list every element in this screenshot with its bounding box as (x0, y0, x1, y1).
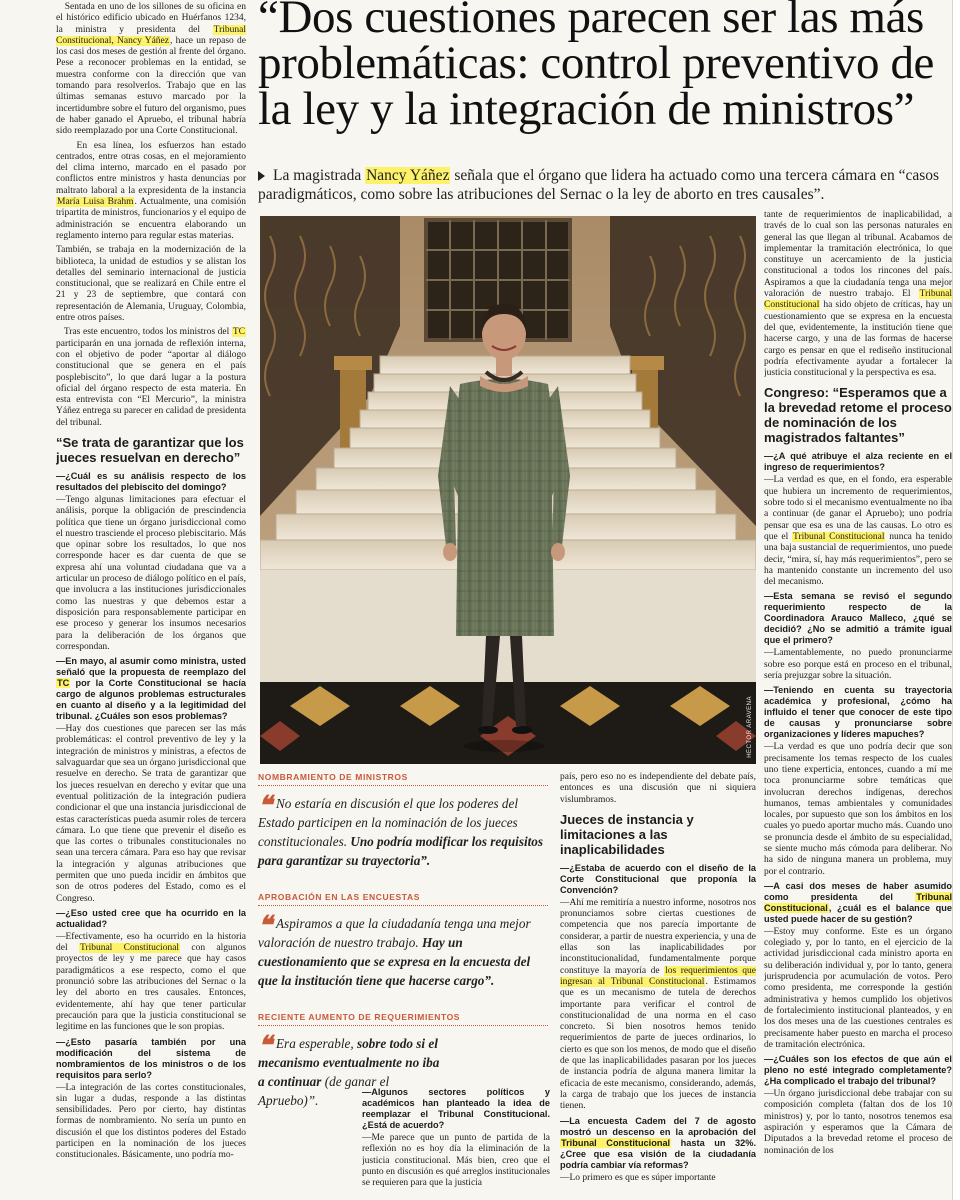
text: Aspiramos a que la ciudadanía tenga una mejor valoración de nuestro trabajo. (258, 916, 531, 950)
text: señala que el órgano que lidera ha actuado como una tercera cámara en “casos paradigmáticos, como sobre las atribuciones del Sernac o la ley de aborto en tres causales”. (258, 167, 940, 203)
interview-question: —¿Eso usted cree que ha ocurrido en la actualidad? (56, 907, 246, 929)
interview-answer (560, 898, 756, 1113)
highlight: Tribunal Constitucional (561, 1137, 671, 1148)
text: . Estimamos que es un mecanismo de tutela de derechos importante para verificar el control de constitucionalidad de una norma en el caso concreto. Si bien nosotros hemos tenido requerimientos de parte de jueces ordinarios, lo cierto es que son los menos, de modo que el diseño de que las inaplicabilidades pasaran por los jueces de instancia podría de alguna manera limitar la eficacia de este mecanismo, considerando, además, la carga de trabajo que los jueces de instancia tienen. (560, 976, 756, 1112)
highlight: Nancy Yáñez (366, 167, 450, 184)
pull-quote (258, 790, 548, 870)
interview-answer: —Tengo algunas limitaciones para efectuar el análisis, porque la obligación de prescindencia política que tiene un órgano jurisdiccional como el nuestro trasciende el proceso plebiscitario. Más que opinar sobre los resultados, lo que nos corresponde hacer es dar cuenta de que se expresa ahí una voluntad ciudadana que va a articular un proceso de diálogo político en el país, que involucra a las instituciones jurisdiccionales como las nuestras y que debemos estar a disposición para responsablemente participar en ese proceso y generar los insumos necesarios para la deliberación de los órganos que correspondan. (56, 494, 246, 652)
interview-question (56, 656, 246, 722)
section-subhead: Jueces de instancia y limitaciones a las inaplicabilidades (560, 811, 694, 857)
quote-label: NOMBRAMIENTO DE MINISTROS (258, 772, 548, 786)
highlight: los requerimientos que ingresan al Tribunal Constitucional (560, 965, 756, 987)
text-bold: sobre todo si el mecanismo eventualmente no iba a continuar (258, 1036, 440, 1089)
text: No estaría en discusión el que los poderes del Estado participen en la nominación de los jueces constitucionales. (258, 796, 518, 849)
interview-answer: —Un órgano jurisdiccional debe trabajar con su composición completa (faltan dos de los 10 ministros) y, por lo tanto, nosotros tenemos esa aspiración y esperamos que la Cámara de Diputados a la brevedad retome el proceso de nominación de los (764, 1089, 952, 1156)
pull-quotes (258, 772, 548, 1132)
highlight: TC (232, 327, 245, 338)
interview-answer: —Estoy muy conforme. Este es un órgano colegiado y, por lo tanto, en el ejercicio de la actividad jurisdiccional cada ministro aporta en su deliberación individual y, por lo tanto, genera jurisprudencia por acumulación de votos. Pero como presidenta, me corresponde la gestión administrativa y hemos cumplido los objetivos de fortalecimiento institucional planteados, y en los dos meses una de las cuestiones centrales es precisamente haber puesto en marcha el proceso de tramitación electrónica. (764, 926, 952, 1050)
text: Tras este encuentro, todos los ministros del (63, 327, 232, 338)
interview-answer: —Me parece que un punto de partida de la reflexión no es hoy día la eliminación de la justicia constitucional. Más bien, creo que el punto en discusión es qué arreglos institucionales se requieren para que la justicia (362, 1133, 550, 1189)
deck (258, 166, 948, 204)
quote-mark-icon: ❝ (258, 790, 272, 820)
interview-question: —¿Esto pasaría también por una modificación del sistema de nombramientos de los ministros o de los requisitos para serlo? (56, 1036, 246, 1080)
interview-question: —Teniendo en cuenta su trayectoria académica y profesional, ¿cómo ha influido el tener que conocer de este tipo de causas y pronunciarse sobre organizaciones y líderes mapuches? (764, 685, 952, 740)
paragraph (56, 327, 246, 429)
text: —En mayo, al asumir como ministra, usted señaló que la propuesta de reemplazo del (56, 656, 246, 678)
interview-question (560, 1116, 756, 1171)
text: —Ahí me remitiría a nuestro informe, nosotros nos pronunciamos sobre ciertas cuestiones de competencia que nos parecía importante de considerar, a partir de nuestra experiencia, y una de ellas son las inaplicabilidades por inconstitucionalidad, fundamentalmente porque constituye la mayoría de (560, 897, 756, 976)
interview-question: —¿A qué atribuye el alza reciente en el ingreso de requerimientos? (764, 451, 952, 473)
text: por la Corte Constitucional se hacía cargo de algunos problemas estructurales en cuanto al diseño y a la legitimidad del tribunal. ¿Cuáles son esos problemas? (56, 678, 246, 722)
staircase-scene (260, 216, 756, 764)
text: , hace un repaso de los casi dos meses de gestión al frente del órgano. Pese a reconocer problemas en la entidad, se muestra conforme con la dirección que van tomando para resolverlos. Trabajo que en las últimas semanas estuvo marcado por la incertidumbre sobre el futuro del organismo, pues de haber ganado el Apruebo, el tribunal habría sido reemplazado por una Corte Constitucional. (56, 35, 246, 137)
paragraph: También, se trabaja en la modernización de la biblioteca, la unidad de estudios y se alistan los detalles del seminario internacional de justicia constitucional, que se realizará en Chile entre el 21 y 23 de septiembre, que contará con representación de Alemania, Uruguay, Colombia, entre otros países. (56, 245, 246, 324)
paragraph (56, 141, 246, 243)
text: , ¿cuál es el balance que usted puede hacer de su gestión? (764, 902, 952, 924)
interview-question: —Esta semana se revisó el segundo requerimiento respecto de la Coordinadora Arauco Malleco, ¿qué se decidió? ¿No se admitió a trámite igual que el primero? (764, 591, 952, 646)
interview-answer: —Lamentablemente, no puedo pronunciarme sobre eso porque está en proceso en el tribunal, sería prejuzgar sobre la situación. (764, 648, 952, 682)
text: (de ganar el Apruebo)”. (258, 1074, 390, 1108)
text: ha sido objeto de críticas, hay un cuestionamiento que se expresa en la encuesta del que, evidentemente, la institución tiene que hacerse cargo, y una de las formas de hacerse cargo es pensar en que el rediseño institucional podría efectivamente ayudar a fortalecer la justicia constitucional y la perspectiva es esa. (764, 300, 952, 379)
middle-bottom-column (362, 1087, 550, 1200)
center-column (560, 772, 756, 1200)
text-bold: Hay un cuestionamiento que se expresa en la encuesta del que la institución tiene que hacerse cargo”. (258, 935, 531, 988)
interview-question: —¿Cuáles son los efectos de que aún el pleno no esté integrado completamente? ¿Ha complicado el trabajo del tribunal? (764, 1054, 952, 1087)
text: Era esperable, (276, 1036, 357, 1051)
highlight: Tribunal Constitucional (79, 943, 180, 954)
deck-arrow-icon (258, 171, 265, 181)
text-bold: Uno podría modificar los requisitos para garantizar su trayectoria”. (258, 834, 544, 868)
portrait-photo (260, 216, 756, 764)
text: tante de requerimientos de inaplicabilidad, a través de lo cual son las personas naturales en general las que llegan al tribunal. Acabamos de implementar la tramitación electrónica, lo que constituye un acercamiento de la justicia constitucional a todos los rincones del país. Aspiramos a que la ciudadanía tenga una mejor valoración de nuestro trabajo. El (764, 210, 952, 300)
interview-question: —¿Estaba de acuerdo con el diseño de la Corte Constitucional que proponía la Convención? (560, 862, 756, 895)
section-subhead: “Se trata de garantizar que los jueces resuelvan en derecho” (56, 434, 244, 465)
interview-answer: —Hay dos cuestiones que parecen ser las más problemáticas: el control preventivo de ley y la integración de ministros y ministras, a efectos de salvaguardar que sea un órgano jurisdiccional que resuelve en derecho. Se trata de garantizar que los jueces resuelvan en derecho y evitar que una eventual politización de la integración pudiera condicionar el que una instancia jurisdiccional de estas características pueda asumir roles de tercera cámara. Lo que tiene que prevenir el diseño es que las cortes o tribunales constitucionales no sean una tercera cámara. Para eso hay que revisar la integración y algunas atribuciones que permiten que uno pueda incidir en ámbitos que son de otros poderes del Estado, como es el Congreso. (56, 724, 246, 904)
highlight: Tribunal Constitucional, Nancy Yáñez (56, 24, 246, 46)
highlight: María Luisa Brahm (57, 197, 134, 208)
interview-answer: —La verdad es que uno podría decir que son precisamente los temas respecto de los cuales uno tiene experticia, entonces, cuando a mí me toca pronunciarme sobre temáticas que involucran derechos indígenas, derechos humanos, temas ambientales y comunidades locales, por supuesto que son los ámbitos en los cuales yo puedo aportar mucho más. Cuando uno se pronuncia desde el ámbito de su especialidad, se siente mucho más cómoda para deliberar. No ha sido de ninguna manera un problema, muy por el contrario. (764, 742, 952, 877)
text: . Actualmente, una comisión tripartita de ministros, funcionarios y el equipo de administración se encuentra elaborando un reglamento interno para regular estas materias. (56, 197, 246, 241)
paragraph: país, pero eso no es independiente del debate país, entonces es una discusión que ni siquiera vislumbramos. (560, 772, 756, 805)
text: con algunos proyectos de ley y me parece que hay casos paradigmáticos a ese respecto, como el que pronunció sobre las atribuciones del Sernac o la ley del aborto en tres causales. Entonces, evidentemente, ahí hay que tener particular precaución para que la justicia constitucional se legitime en las funciones que le son propias. (56, 943, 246, 1033)
interview-answer (56, 932, 246, 1034)
intro-paragraph (56, 2, 246, 138)
highlight: Tribunal Constitucional (792, 531, 885, 542)
text: —La encuesta Cadem del 7 de agosto mostró un descenso en la aprobación del (560, 1115, 756, 1137)
headline: “Dos cuestiones parecen ser las más problemáticas: control preventivo de la ley y la integración de ministros” (258, 0, 935, 135)
interview-question: —¿Cuál es su análisis respecto de los resultados del plebiscito del domingo? (56, 470, 246, 492)
text: Sentada en uno de los sillones de su oficina en el histórico edificio ubicado en Huérfanos 1234, la ministra y presidenta del (56, 2, 246, 35)
quote-label: APROBACIÓN EN LAS ENCUESTAS (258, 892, 548, 906)
text: —La verdad es que, en el fondo, era esperable que hubiera un incremento de requerimientos, sobre todo si el mecanismo eventualmente no iba a continuar (de ganar el Apruebo); uno podría pensar que esa es una de las causas. Lo otro es que el (764, 475, 952, 542)
interview-answer: —Lo primero es que es súper importante (560, 1172, 716, 1183)
interview-question: —Algunos sectores políticos y académicos han planteado la idea de reemplazar el Tribunal Constitucional. ¿Está de acuerdo? (362, 1087, 550, 1130)
quote-mark-icon: ❝ (258, 910, 272, 940)
text: nunca ha tenido una baja sustancial de requerimientos, uno puede decir, “mira, sí, hay más requerimientos”, pero se ha mantenido constante un incremento del uso del mecanismo. (764, 531, 952, 588)
text: En esa línea, los esfuerzos han estado centrados, entre otras cosas, en el mejoramiento del clima interno, marcado en el pasado por conflictos entre ministros y hasta denuncias por maltrato laboral a la expresidenta de la instancia (56, 140, 246, 196)
paragraph (764, 210, 952, 379)
section-subhead: Congreso: “Esperamos que a la brevedad retome el proceso de nominación de los magistrados faltantes” (764, 385, 952, 446)
highlight: TC (57, 678, 70, 689)
interview-question (764, 881, 952, 925)
pull-quote (258, 910, 548, 990)
right-column (764, 210, 952, 1200)
highlight: Tribunal Constitucional (764, 891, 952, 913)
interview-answer (764, 475, 952, 588)
text: La magistrada (273, 167, 366, 184)
text: hasta un 32%. ¿Cree que esa visión de la ciudadanía podría cambiar vía reformas? (560, 1137, 756, 1170)
quote-mark-icon: ❝ (258, 1030, 272, 1060)
text: —Efectivamente, eso ha ocurrido en la historia del (56, 931, 246, 954)
text: —A casi dos meses de haber asumido como presidenta del (764, 880, 952, 902)
highlight: Tribunal Constitucional (764, 289, 952, 311)
text: participarán en una jornada de reflexión interna, con el objetivo de poder “aportar al diálogo constitucional que se genera en el país posplebiscito”, lo que dará lugar a la postura oficial del órgano respecto de esta materia. En esta entrevista con “El Mercurio”, la ministra Yáñez entrega su parecer en calidad de presidenta del tribunal. (56, 338, 246, 428)
interview-answer: —La integración de las cortes constitucionales, sin lugar a dudas, responde a las distintas sensibilidades. Pero por cierto, hay distintas formas de nombramiento. No sería un punto en discusión el que los distintos poderes del Estado participen en la nominación de los jueces constitucionales. Básicamente, uno podría mo- (56, 1082, 246, 1161)
photo-credit: HÉCTOR ARAVENA (747, 696, 753, 758)
quote-label: RECIENTE AUMENTO DE REQUERIMIENTOS (258, 1012, 548, 1026)
left-column (56, 0, 246, 1200)
